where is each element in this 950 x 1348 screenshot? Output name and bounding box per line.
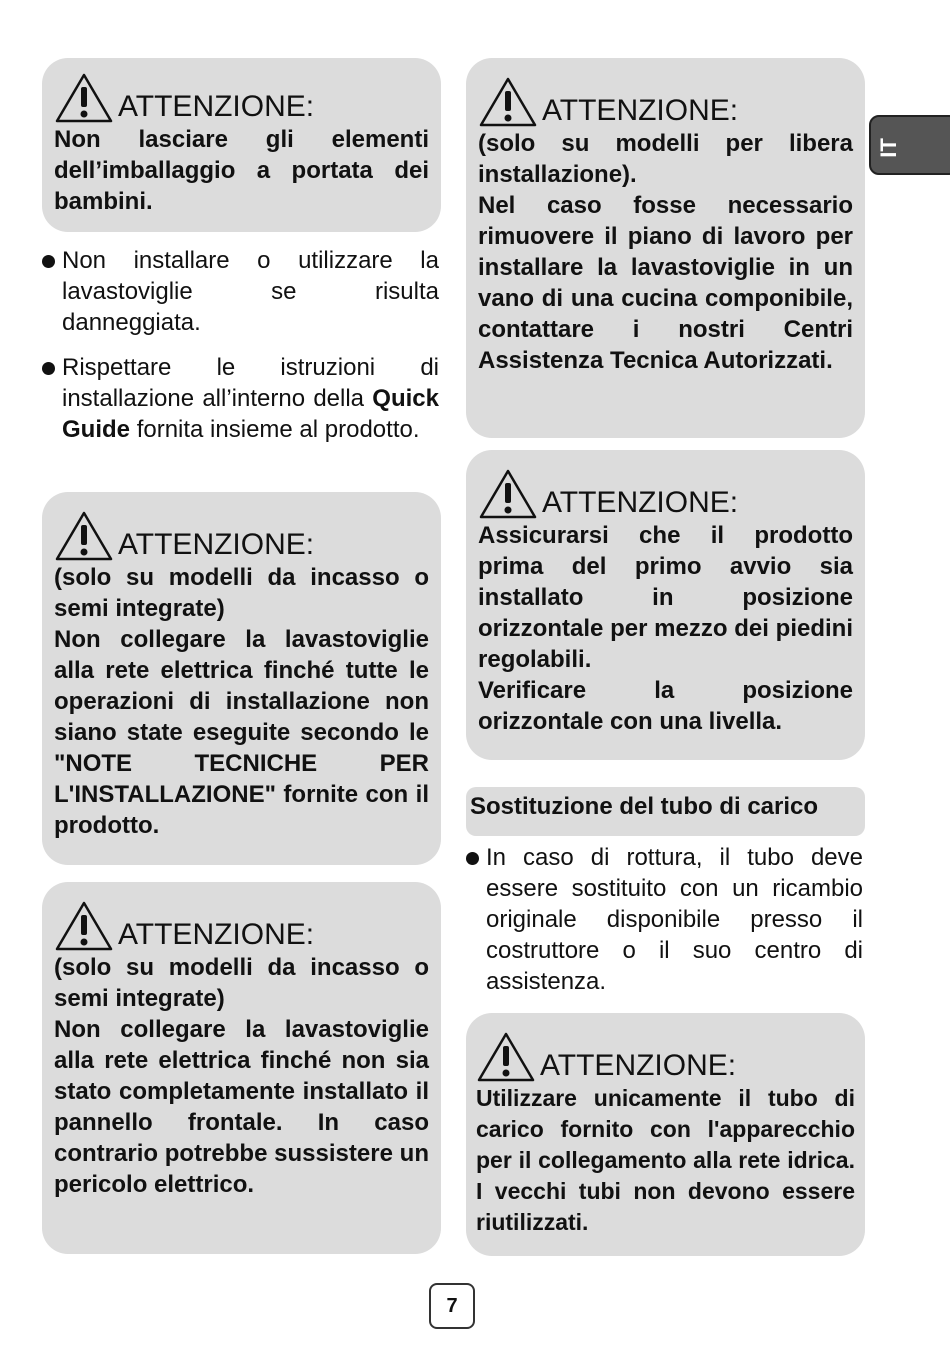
warning-text (476, 1083, 855, 1238)
warning-triangle-icon (54, 72, 114, 124)
bullet-instructions (42, 352, 439, 445)
bullet-text-before: Rispettare le istruzioni di installazione all’interno della (62, 354, 439, 412)
language-tab (869, 115, 950, 175)
warning-line: Non collegare la lavastoviglie alla rete elettrica finché tutte le operazioni di installazione non siano state eseguite secondo le "NOTE TECNICHE PER L'INSTALLAZIONE" fornite con il prodotto. (54, 626, 429, 839)
bullet-hose-replacement (466, 842, 863, 997)
warning-line: Utilizzare unicamente il tubo di carico fornito con l'apparecchio per il collegamento alla rete idrica. I vecchi tubi non devono essere riutilizzati. (476, 1085, 855, 1235)
warning-text (478, 128, 853, 376)
warning-header (54, 66, 429, 124)
warning-text (54, 124, 429, 217)
warning-header (54, 894, 429, 952)
warning-title: ATTENZIONE: (542, 94, 739, 127)
warning-line: (solo su modelli da incasso o semi integrate) (54, 954, 429, 1012)
warning-line: Nel caso fosse necessario rimuovere il piano di lavoro per installare la lavastoviglie in un vano di una cucina componibile, contattare i nostri Centri Assistenza Tecnica Autorizzati. (478, 192, 853, 374)
bullet-dot (466, 852, 479, 865)
warning-title: ATTENZIONE: (118, 90, 315, 123)
warning-header (478, 462, 853, 520)
warning-header (54, 504, 429, 562)
warning-text (54, 952, 429, 1200)
warning-title: ATTENZIONE: (542, 486, 739, 519)
quick-guide-label: Quick Guide (62, 385, 439, 443)
bullet-text-after: fornita insieme al prodotto. (136, 416, 420, 443)
warning-title: ATTENZIONE: (118, 918, 315, 951)
warning-triangle-icon (478, 76, 538, 128)
bullet-dot (42, 255, 55, 268)
warning-text (478, 520, 853, 737)
warning-line: Non collegare la lavastoviglie alla rete elettrica finché non sia stato completamente installato il pannello frontale. In caso contrario potrebbe sussistere un pericolo elettrico. (54, 1016, 429, 1198)
section-title-hose-replacement: Sostituzione del tubo di carico (466, 787, 865, 836)
language-code: IT (876, 138, 901, 158)
warning-line: (solo su modelli per libera installazione). (478, 130, 853, 188)
warning-box-hose (466, 1013, 865, 1256)
warning-line: Non lasciare gli elementi dell’imballaggio a portata dei bambini. (54, 126, 429, 215)
warning-line: Verificare la posizione orizzontale con una livella. (478, 677, 853, 735)
warning-triangle-icon (54, 510, 114, 562)
warning-box-levelling (466, 450, 865, 760)
warning-box-builtin-power (42, 492, 441, 865)
bullet-text: Non installare o utilizzare la lavastoviglie se risulta danneggiata. (62, 247, 439, 336)
warning-line: (solo su modelli da incasso o semi integrate) (54, 564, 429, 622)
warning-text (54, 562, 429, 841)
warning-box-freestanding (466, 58, 865, 438)
warning-title: ATTENZIONE: (540, 1049, 737, 1082)
bullet-damaged (42, 245, 439, 338)
warning-triangle-icon (476, 1031, 536, 1083)
warning-triangle-icon (478, 468, 538, 520)
warning-box-packaging (42, 58, 441, 232)
warning-box-builtin-panel (42, 882, 441, 1254)
warning-title: ATTENZIONE: (118, 528, 315, 561)
warning-line: Assicurarsi che il prodotto prima del primo avvio sia installato in posizione orizzontale per mezzo dei piedini regolabili. (478, 522, 853, 673)
bullet-text: In caso di rottura, il tubo deve essere sostituito con un ricambio originale disponibile presso il costruttore o il suo centro di assistenza. (486, 844, 863, 995)
warning-triangle-icon (54, 900, 114, 952)
bullet-dot (42, 362, 55, 375)
warning-header (476, 1025, 855, 1083)
warning-header (478, 70, 853, 128)
page-number: 7 (429, 1283, 475, 1329)
